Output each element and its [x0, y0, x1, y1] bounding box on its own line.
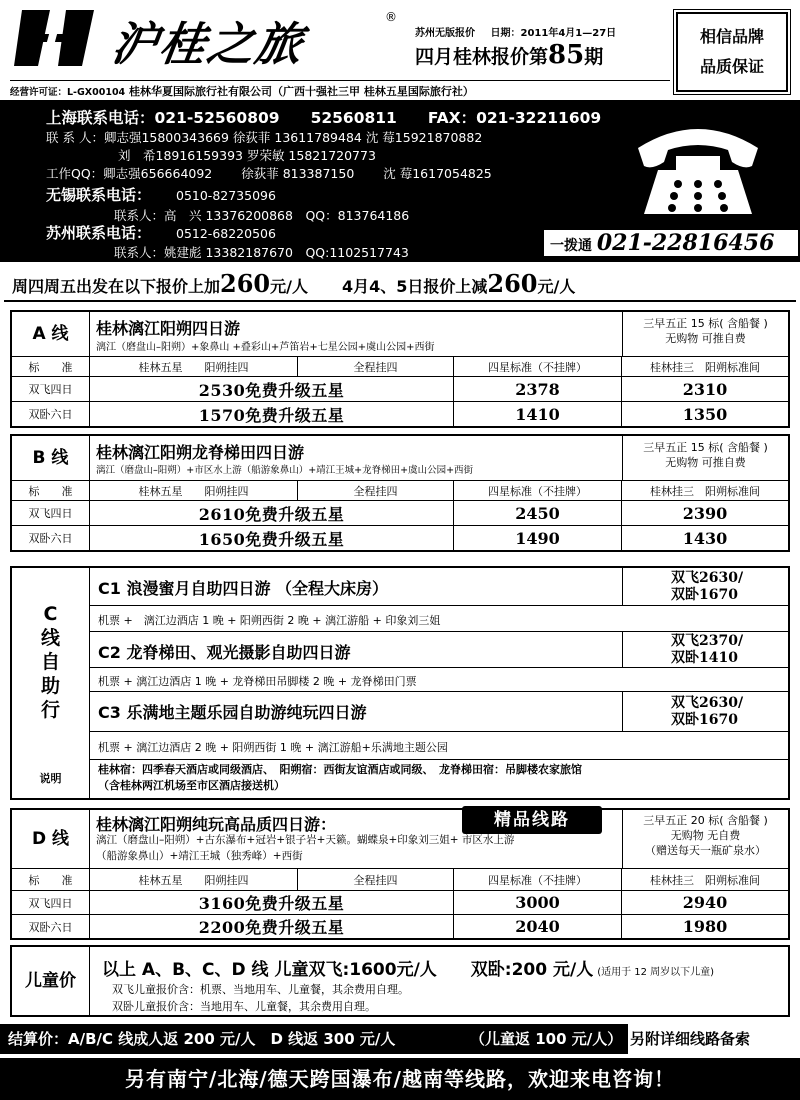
upgrade-price: 1570免费升级五星	[90, 402, 454, 426]
premium-route-badge: 精品线路	[462, 806, 602, 834]
c1-price-fly: 双飞2630/	[671, 570, 744, 586]
children-line-1: 双飞儿童报价含：机票、当地用车、儿童餐，其余费用自理。	[112, 983, 409, 996]
route-c-label	[12, 568, 90, 760]
brand-name: 沪桂之旅	[107, 17, 308, 71]
wuxi-phone-number: 0510-82735096	[176, 188, 276, 203]
price-3star: 2940	[682, 893, 728, 912]
c2-title: C2 龙脊梯田、观光摄影自助四日游	[98, 643, 351, 662]
notice-amount-1: 260	[220, 269, 271, 298]
route-d-note-1: 三早五正 20 标( 含船餐 )	[643, 814, 768, 827]
license-company: 桂林华夏国际旅行社有限公司（广西十强社三甲 桂林五星国际旅行社）	[129, 85, 474, 98]
settlement-kids: （儿童返 100 元/人）	[470, 1030, 623, 1048]
c3-price	[622, 692, 788, 731]
c1-detail-row	[90, 606, 788, 632]
route-d-note	[622, 810, 788, 868]
shanghai-contacts: 联 系 人：卿志强15800343669 徐荻菲 13611789484 沈 莓15921870882	[46, 130, 483, 145]
col-guasan: 桂林挂三 阳朔标准间	[650, 873, 760, 887]
c3-title-row	[90, 692, 788, 732]
col-standard: 标 准	[12, 869, 90, 890]
c1-title: C1 浪漫蜜月自助四日游 （全程大床房）	[98, 579, 389, 598]
col-quancheng: 全程挂四	[298, 481, 454, 500]
route-d-label: D 线	[12, 810, 90, 868]
children-main-text: 以上 A、B、C、D 线 儿童双飞:1600元/人 双卧:200 元/人	[102, 960, 594, 980]
issue-title	[415, 40, 603, 70]
c1-detail: 机票 + 漓江边酒店 1 晚 + 阳朔西街 2 晚 + 漓江游船 + 印象刘三姐	[98, 614, 441, 627]
header	[0, 0, 800, 78]
upgrade-price: 1650免费升级五星	[90, 526, 454, 550]
route-d-itinerary-1: 漓江（磨盘山–阳朔）+古东瀑布+冠岩+银子岩+天籁。蝴蝶泉+印象刘三姐+ 市区水上游	[96, 834, 515, 846]
route-b-note-1: 三早五正 15 标( 含船餐 )	[643, 441, 768, 454]
col-guasan: 桂林挂三 阳朔标准间	[650, 360, 760, 374]
issue-prefix: 四月桂林报价第	[415, 46, 549, 68]
route-d-header-row	[12, 868, 788, 890]
price-4star: 2450	[454, 501, 622, 525]
c1-price-train: 双卧1670	[671, 587, 738, 603]
table-row	[12, 890, 788, 914]
contact-block	[0, 100, 800, 262]
shanghai-contacts-2: 刘 希18916159393 罗荣敏 15821720773	[118, 148, 376, 163]
hotline-label: 一拨通	[550, 238, 592, 254]
c-note-line-2: （含桂林两江机场至市区酒店接送机）	[98, 779, 285, 792]
settlement-bar	[0, 1024, 800, 1054]
route-b-note-2: 无购物 可推自费	[665, 456, 746, 469]
route-c-label-text: C线自助行	[40, 603, 60, 721]
c-note	[98, 762, 582, 794]
c2-detail-row	[90, 668, 788, 692]
upgrade-price: 2530免费升级五星	[90, 377, 454, 401]
row-label: 双飞四日	[12, 377, 90, 401]
c3-title: C3 乐满地主题乐园自助游纯玩四日游	[98, 703, 367, 722]
col-sixing: 四星标准（不挂牌）	[454, 357, 622, 376]
route-b-itinerary: 漓江（磨盘山–阳朔）+市区水上游（船游象鼻山）+靖江王城+龙脊梯田+虞山公园+西街	[96, 465, 474, 476]
col-sixing: 四星标准（不挂牌）	[454, 869, 622, 890]
col-quancheng: 全程挂四	[298, 357, 454, 376]
hotline	[542, 228, 800, 258]
children-line-2: 双卧儿童报价含：当地用车、儿童餐，其余费用自理。	[112, 1000, 376, 1013]
col-sixing: 四星标准（不挂牌）	[454, 481, 622, 500]
table-row	[12, 525, 788, 550]
col-quancheng: 全程挂四	[298, 869, 454, 890]
settlement-left	[0, 1024, 628, 1054]
upgrade-price: 2200免费升级五星	[90, 915, 454, 938]
c-note-label: 说明	[12, 760, 90, 798]
logo-h-icon	[14, 10, 102, 66]
route-b-label: B 线	[12, 436, 90, 480]
col-standard: 标 准	[12, 357, 90, 376]
route-a-header-row	[12, 356, 788, 376]
route-d-note-3: （赠送每天一瓶矿泉水）	[645, 844, 766, 857]
upgrade-price: 3160免费升级五星	[90, 891, 454, 914]
price-source: 苏州无版报价	[415, 28, 475, 39]
c2-title-row	[90, 632, 788, 668]
col-guasan: 桂林挂三 阳朔标准间	[650, 484, 760, 498]
c3-price-fly: 双飞2630/	[671, 695, 744, 711]
row-label: 双卧六日	[12, 915, 90, 938]
price-3star: 2310	[682, 379, 728, 399]
children-applies: (适用于 12 周岁以下儿童)	[597, 967, 715, 978]
price-adjustment-notice	[4, 266, 796, 302]
c3-detail: 机票 + 漓江边酒店 2 晚 + 阳朔西街 1 晚 + 漓江游船+乐满地主题公园	[98, 741, 448, 754]
date-range: 日期：2011年4月1—27日	[490, 28, 617, 39]
license-line	[10, 80, 670, 99]
c2-detail: 机票 + 漓江边酒店 1 晚 + 龙脊梯田吊脚楼 2 晚 + 龙脊梯田门票	[98, 675, 417, 688]
row-label: 双飞四日	[12, 891, 90, 914]
c1-title-row	[90, 568, 788, 606]
route-d-note-2: 无购物 无自费	[670, 829, 741, 842]
c2-price-train: 双卧1410	[671, 650, 738, 666]
route-a-title: 桂林漓江阳朔四日游	[96, 319, 241, 338]
notice-part-1: 周四周五出发在以下报价上加	[12, 277, 221, 296]
col-wuxing: 桂林五星 阳朔挂四	[90, 357, 298, 376]
registered-mark: ®	[385, 10, 397, 24]
c1-price	[622, 568, 788, 605]
route-b-header-row	[12, 480, 788, 500]
footer: 另有南宁/北海/德天跨国瀑布/越南等线路，欢迎来电咨询！	[0, 1058, 800, 1100]
hotline-number: 021-22816456	[596, 230, 775, 256]
price-4star: 2040	[454, 915, 622, 938]
price-4star: 1410	[454, 402, 622, 426]
settlement-right: 另附详细线路备索	[630, 1030, 751, 1048]
route-d-title: 桂林漓江阳朔纯玩高品质四日游：	[96, 815, 337, 834]
route-a-note	[622, 312, 788, 356]
route-d-itinerary-2: （船游象鼻山）+靖江王城（独秀峰）+西街	[96, 850, 303, 862]
suzhou-phone-label: 苏州联系电话：	[46, 224, 152, 242]
route-b	[10, 434, 790, 552]
col-wuxing: 桂林五星 阳朔挂四	[90, 869, 298, 890]
settlement-text: 结算价：A/B/C 线成人返 200 元/人 D 线返 300 元/人	[8, 1030, 396, 1048]
route-a-note-2: 无购物 可推自费	[665, 332, 746, 345]
notice-unit-2: 元/人	[537, 277, 576, 296]
row-label: 双卧六日	[12, 402, 90, 426]
col-standard: 标 准	[12, 481, 90, 500]
route-a-label: A 线	[12, 312, 90, 356]
row-label: 双飞四日	[12, 501, 90, 525]
notice-part-2: 4月4、5日报价上减	[341, 277, 488, 296]
row-label: 双卧六日	[12, 526, 90, 550]
shanghai-qq: 工作QQ：卿志强656664092 徐荻菲 813387150 沈 莓1617054825	[46, 166, 492, 181]
header-meta	[415, 24, 628, 39]
c-note-line-1: 桂林宿：四季春天酒店或同级酒店、 阳朔宿：西街友谊酒店或同级、 龙脊梯田宿：吊脚楼农家旅馆	[98, 763, 582, 776]
price-3star: 2390	[682, 503, 728, 523]
table-row	[12, 401, 788, 426]
trust-line-1: 相信品牌	[699, 27, 764, 46]
route-c	[10, 566, 790, 800]
upgrade-price: 2610免费升级五星	[90, 501, 454, 525]
issue-suffix: 期	[584, 46, 604, 68]
route-a	[10, 310, 790, 428]
price-3star: 1350	[682, 404, 728, 424]
price-4star: 3000	[454, 891, 622, 914]
children-main	[102, 955, 714, 980]
notice-unit-1: 元/人	[270, 277, 308, 296]
c3-detail-row	[90, 732, 788, 760]
trust-badge	[676, 12, 788, 92]
trust-line-2: 品质保证	[699, 57, 764, 76]
table-row	[12, 500, 788, 525]
suzhou-contact: 联系人：姚建彪 13382187670 QQ:1102517743	[114, 245, 409, 260]
shanghai-phone: 上海联系电话：021-52560809 52560811 FAX：021-32211609	[46, 109, 602, 127]
c2-price-fly: 双飞2370/	[671, 633, 744, 649]
wuxi-contact: 联系人：高 兴 13376200868 QQ：813764186	[114, 208, 410, 223]
notice-amount-2: 260	[487, 269, 538, 298]
issue-number: 85	[548, 40, 585, 70]
price-3star: 1980	[682, 917, 728, 936]
brand-logo	[14, 10, 102, 66]
route-b-title: 桂林漓江阳朔龙脊梯田四日游	[96, 443, 305, 462]
children-price	[10, 945, 790, 1017]
route-b-note	[622, 436, 788, 480]
c3-price-train: 双卧1670	[671, 712, 738, 728]
table-row	[12, 376, 788, 401]
route-d	[10, 808, 790, 940]
price-4star: 2378	[454, 377, 622, 401]
route-a-itinerary: 漓江（磨盘山–阳朔）+象鼻山 +叠彩山+芦笛岩+七星公园+虞山公园+西街	[96, 342, 435, 353]
price-4star: 1490	[454, 526, 622, 550]
route-a-note-1: 三早五正 15 标( 含船餐 )	[643, 317, 768, 330]
suzhou-phone-number: 0512-68220506	[176, 226, 276, 241]
price-3star: 1430	[682, 528, 728, 548]
children-label: 儿童价	[12, 947, 90, 1015]
license-number: 经营许可证：L-GX00104	[10, 87, 126, 98]
c2-price	[622, 632, 788, 667]
wuxi-phone-label: 无锡联系电话：	[46, 186, 152, 204]
telephone-icon	[628, 110, 768, 220]
table-row	[12, 914, 788, 938]
col-wuxing: 桂林五星 阳朔挂四	[90, 481, 298, 500]
